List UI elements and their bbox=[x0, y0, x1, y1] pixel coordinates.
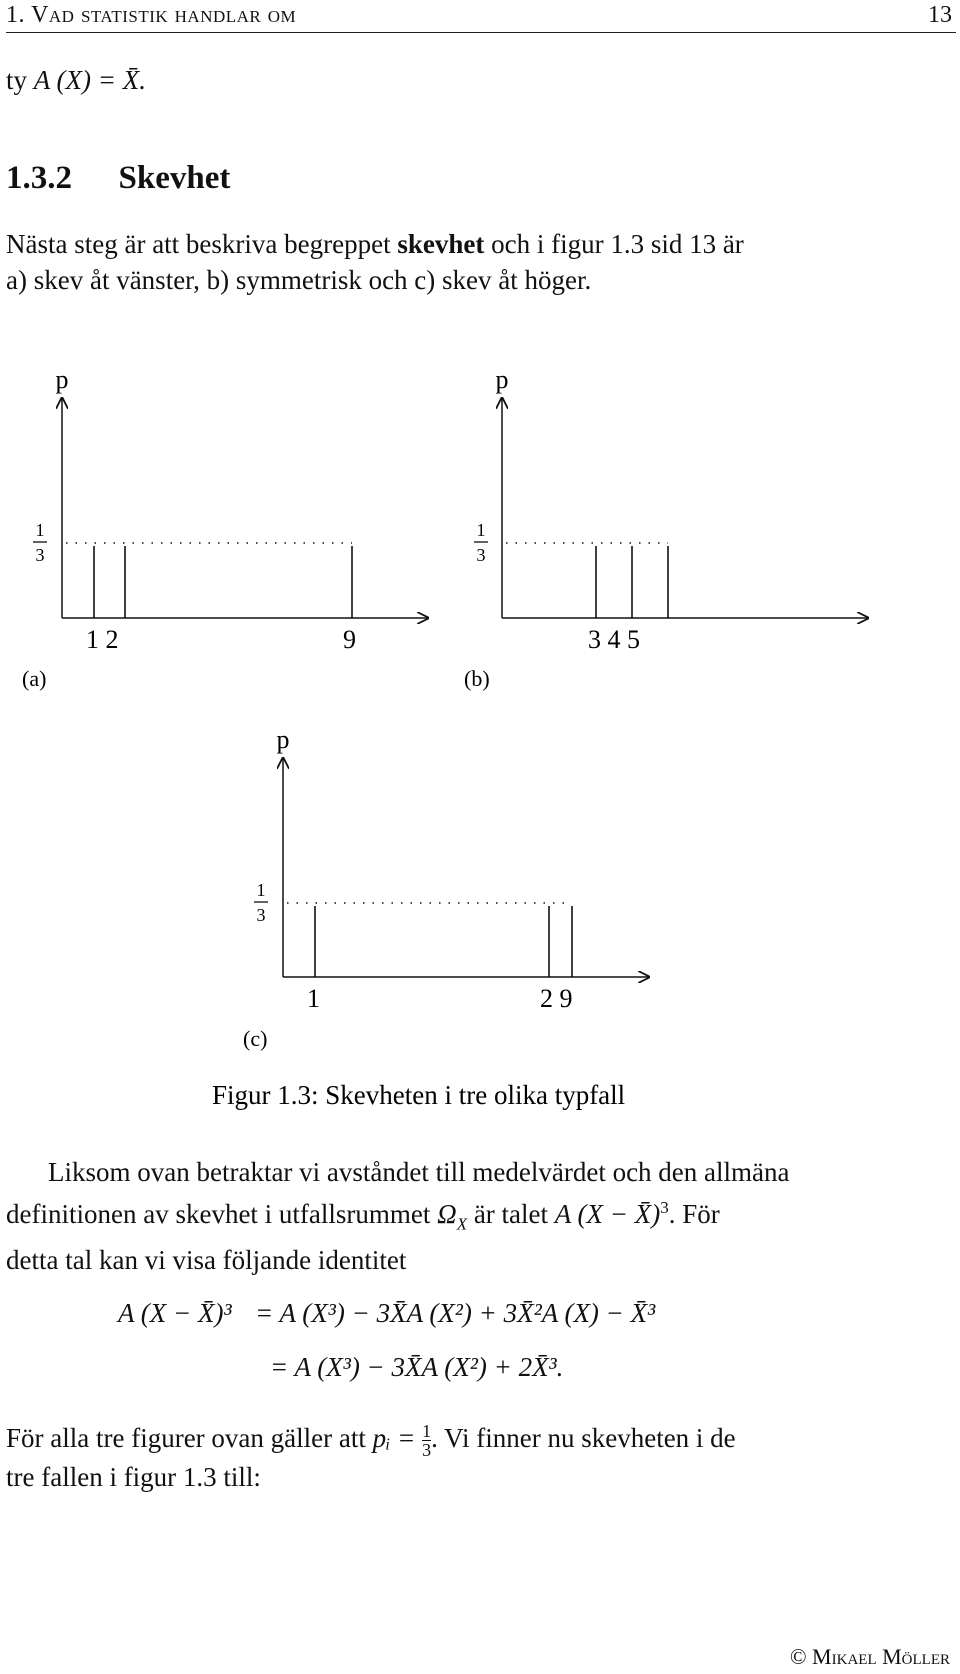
height-label-b-num: 1 bbox=[476, 520, 486, 540]
paragraph-3 bbox=[6, 1420, 956, 1495]
y-axis-label-a: p bbox=[55, 365, 69, 394]
p3-text-b: . Vi finner nu skevheten i de bbox=[431, 1423, 736, 1453]
tick-label-c-1: 1 bbox=[307, 984, 320, 1013]
figure-1-3 bbox=[0, 350, 960, 1110]
figure-caption: Figur 1.3: Skevheten i tre olika typfall bbox=[212, 1080, 626, 1110]
tick-label-a-9: 9 bbox=[343, 625, 356, 654]
tick-labels-b: 3 4 5 bbox=[588, 625, 640, 654]
footer-copyright: © Mikael Möller bbox=[789, 1644, 950, 1669]
intro-line bbox=[6, 62, 146, 98]
equation-1-lhs: A (X − X̄)³ bbox=[118, 1298, 232, 1328]
panel-b bbox=[464, 365, 868, 691]
intro-expression: A (X) = X̄. bbox=[33, 65, 146, 95]
panel-a bbox=[22, 365, 428, 691]
intro-prefix: ty bbox=[6, 65, 28, 95]
running-head bbox=[6, 2, 956, 33]
panel-tag-a: (a) bbox=[22, 666, 47, 691]
panel-tag-b: (b) bbox=[464, 666, 490, 691]
paragraph-3-line-1 bbox=[6, 1420, 956, 1459]
tick-labels-c-29: 2 9 bbox=[540, 984, 573, 1013]
paragraph-2-line-2 bbox=[6, 1190, 956, 1242]
p3-text-a: För alla tre figurer ovan gäller att bbox=[6, 1423, 366, 1453]
equation-1-rhs: = A (X³) − 3X̄A (X²) + 3X̄²A (X) − X̄³ bbox=[255, 1298, 656, 1328]
y-axis-label-c: p bbox=[276, 725, 290, 754]
paragraph-3-line-2: tre fallen i figur 1.3 till: bbox=[6, 1462, 261, 1493]
height-label-a-num: 1 bbox=[35, 520, 45, 540]
equation-2 bbox=[270, 1349, 563, 1385]
section-title: Skevhet bbox=[118, 160, 231, 196]
p3-fraction-den: 3 bbox=[422, 1440, 432, 1461]
paragraph-1-line-1 bbox=[6, 226, 956, 262]
p3-fraction-num: 1 bbox=[422, 1421, 432, 1442]
paragraph-1 bbox=[6, 226, 956, 298]
p2-mid-text: är talet bbox=[473, 1199, 549, 1229]
tick-labels-a-12: 1 2 bbox=[86, 625, 119, 654]
page-number: 13 bbox=[928, 2, 952, 28]
p2-definition-text: definitionen av skevhet i utfallsrummet bbox=[6, 1199, 431, 1229]
equation-1 bbox=[118, 1295, 655, 1331]
height-label-c-num: 1 bbox=[256, 880, 266, 900]
term-skevhet: skevhet bbox=[397, 229, 485, 259]
p1-text-a: Nästa steg är att beskriva begreppet bbox=[6, 229, 391, 259]
equation-2-rhs: = A (X³) − 3X̄A (X²) + 2X̄³. bbox=[270, 1352, 564, 1382]
paragraph-1-line-2: a) skev åt vänster, b) symmetrisk och c) skev åt höger. bbox=[6, 265, 592, 295]
y-axis-label-b: p bbox=[495, 365, 509, 394]
p2-exponent: 3 bbox=[660, 1198, 669, 1217]
p3-fraction bbox=[422, 1422, 431, 1459]
height-label-a-den: 3 bbox=[35, 545, 45, 565]
paragraph-2-line-1: Liksom ovan betraktar vi avståndet till medelvärdet och den allmäna bbox=[48, 1157, 790, 1187]
p3-pi-expression: pᵢ = bbox=[372, 1423, 416, 1453]
omega-subscript: X bbox=[456, 1214, 468, 1234]
height-label-c-den: 3 bbox=[256, 905, 266, 925]
height-label-b-den: 3 bbox=[476, 545, 486, 565]
paragraph-2-line-3: detta tal kan vi visa följande identitet bbox=[6, 1245, 407, 1276]
omega-symbol: Ω bbox=[437, 1199, 457, 1229]
p2-end-text: . För bbox=[668, 1199, 720, 1229]
panel-tag-c: (c) bbox=[243, 1026, 268, 1051]
omega-x bbox=[437, 1199, 468, 1234]
running-head-title: 1. Vad statistik handlar om bbox=[6, 2, 297, 28]
section-heading bbox=[6, 160, 230, 197]
paragraph-2 bbox=[6, 1154, 956, 1278]
p2-skew-expression: A (X − X̄) bbox=[554, 1199, 661, 1229]
section-number: 1.3.2 bbox=[6, 160, 72, 196]
p1-text-b: och i figur 1.3 sid 13 är bbox=[491, 229, 744, 259]
panel-c bbox=[243, 725, 649, 1051]
